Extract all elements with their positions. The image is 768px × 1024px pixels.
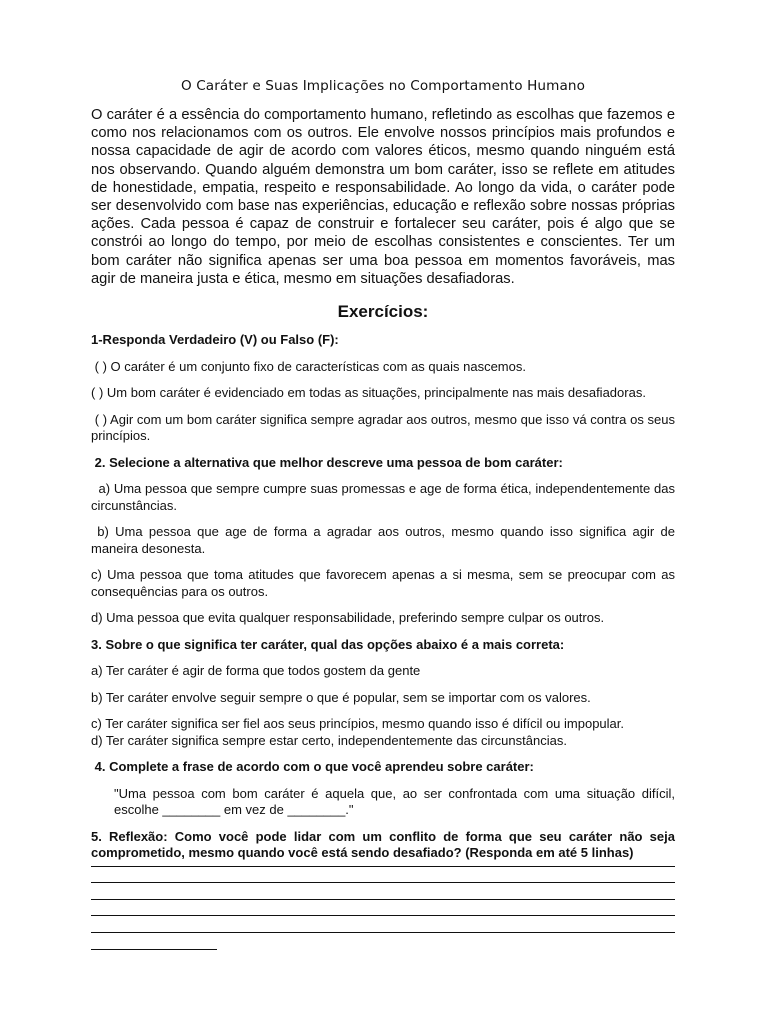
question-2-prompt: 2. Selecione a alternativa que melhor descreve uma pessoa de bom caráter: [91,454,563,470]
question-5-prompt: 5. Reflexão: Como você pode lidar com um conflito de forma que seu caráter não seja comprometido, mesmo quando você está sendo desafiado? (Responda em até 5 linhas) [91,828,675,861]
answer-lines[interactable] [91,866,675,950]
answer-line[interactable] [91,866,675,867]
answer-line[interactable] [91,949,217,950]
intro-paragraph: O caráter é a essência do comportamento humano, refletindo as escolhas que fazemos e como nos relacionamos com os outros. Ele envolve nossos princípios mais profundos e nossa capacidade de agir de acordo com valores éticos, mesmo quando ninguém está nos observando. Quando alguém demonstra um bom caráter, isso se reflete em atitudes de honestidade, empatia, respeito e responsabilidade. Ao longo da vida, o caráter pode ser desenvolvido com base nas experiências, educação e reflexão sobre nossas próprias ações. Cada pessoa é capaz de construir e fortalecer seu caráter, pois é algo que se constrói ao longo do tempo, por meio de escolhas consistentes e conscientes. Ter um bom caráter não significa apenas ser uma boa pessoa em momentos favoráveis, mas agir de maneira justa e ética, mesmo em situações desafiadoras. [91,107,675,287]
question-3-prompt: 3. Sobre o que significa ter caráter, qual das opções abaixo é a mais correta: [91,636,565,652]
question-4-prompt: 4. Complete a frase de acordo com o que você aprendeu sobre caráter: [91,759,534,775]
question-3-option-d: d) Ter caráter significa sempre estar certo, independentemente das circunstâncias. [91,732,567,748]
question-1-prompt: 1-Responda Verdadeiro (V) ou Falso (F): [91,332,339,348]
question-3-option-b: b) Ter caráter envolve seguir sempre o que é popular, sem se importar com os valores. [91,689,591,705]
question-1-item: ( ) O caráter é um conjunto fixo de características com as quais nascemos. [91,358,526,374]
question-2-option-b: b) Uma pessoa que age de forma a agradar aos outros, mesmo quando isso significa agir de maneira desonesta. [91,524,679,556]
question-2-option-c: c) Uma pessoa que toma atitudes que favorecem apenas a si mesma, sem se preocupar com as consequências para os outros. [91,567,675,599]
answer-line[interactable] [91,899,675,900]
question-2-option-d: d) Uma pessoa que evita qualquer responsabilidade, preferindo sempre culpar os outros. [91,610,605,626]
question-4-sentence: "Uma pessoa com bom caráter é aquela que, ao ser confrontada com uma situação difícil, escolhe ________ em vez de ________." [114,785,675,818]
answer-line[interactable] [91,882,675,883]
answer-line[interactable] [91,932,675,933]
document-title: O Caráter e Suas Implicações no Comportamento Humano [180,78,586,94]
answer-line[interactable] [91,915,675,916]
document-body [91,78,679,950]
question-2-option-a: a) Uma pessoa que sempre cumpre suas promessas e age de forma ética, independentemente das circunstâncias. [91,481,679,513]
question-1-item: ( ) Um bom caráter é evidenciado em todas as situações, principalmente nas mais desafiadoras. [91,385,646,401]
question-1-item: ( ) Agir com um bom caráter significa sempre agradar aos outros, mesmo que isso vá contra os seus princípios. [91,411,679,444]
exercises-heading: Exercícios: [337,302,429,322]
question-3-option-c: c) Ter caráter significa ser fiel aos seus princípios, mesmo quando isso é difícil ou impopular. [91,716,625,732]
question-3-option-a: a) Ter caráter é agir de forma que todos gostem da gente [91,663,421,679]
